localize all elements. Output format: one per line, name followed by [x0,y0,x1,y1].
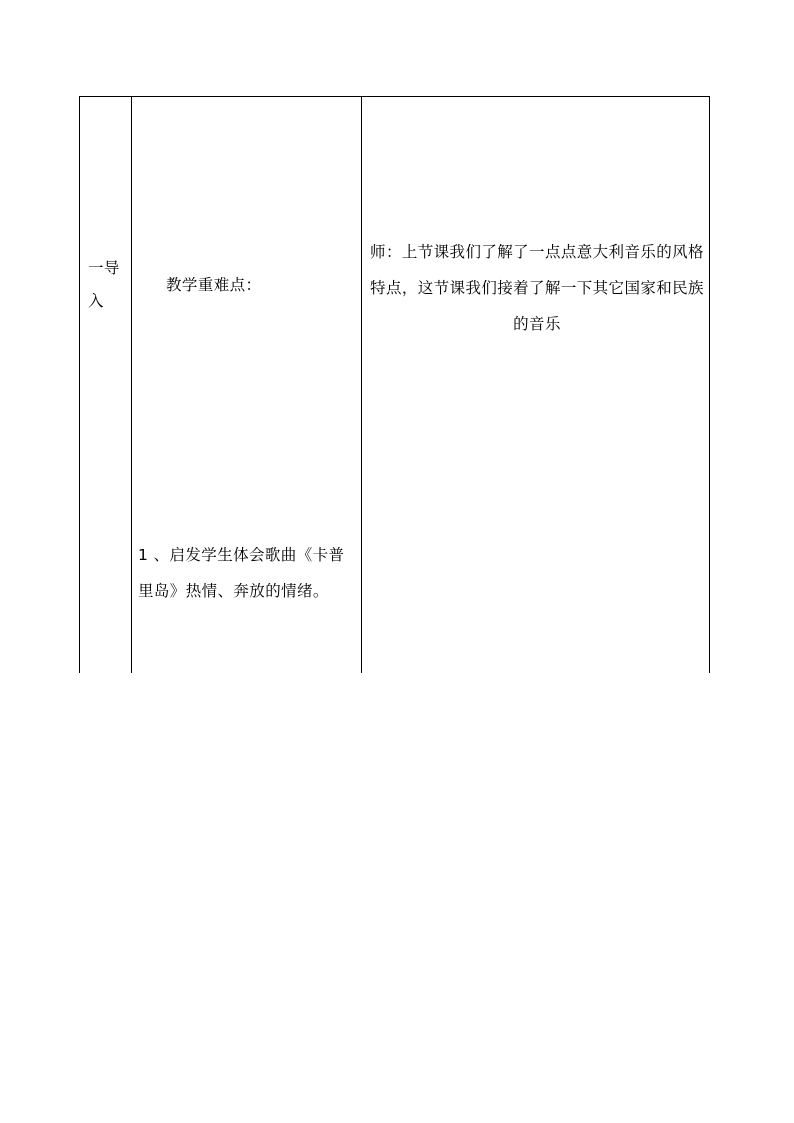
column-divider-2 [361,96,362,673]
table-right-border [709,96,710,673]
table-left-border [79,96,80,673]
table-top-border [79,96,710,97]
teaching-objective-item: 1 、启发学生体会歌曲《卡普里岛》热情、奔放的情绪。 [138,546,345,600]
stage-label: 一导入 [88,259,120,310]
key-points-heading: 教学重难点： [166,276,262,294]
column-divider-1 [131,96,132,673]
teacher-speech-text: 师：上节课我们了解了一点点意大利音乐的风格特点，这节课我们接着了解一下其它国家和民族的音乐 [370,243,704,333]
